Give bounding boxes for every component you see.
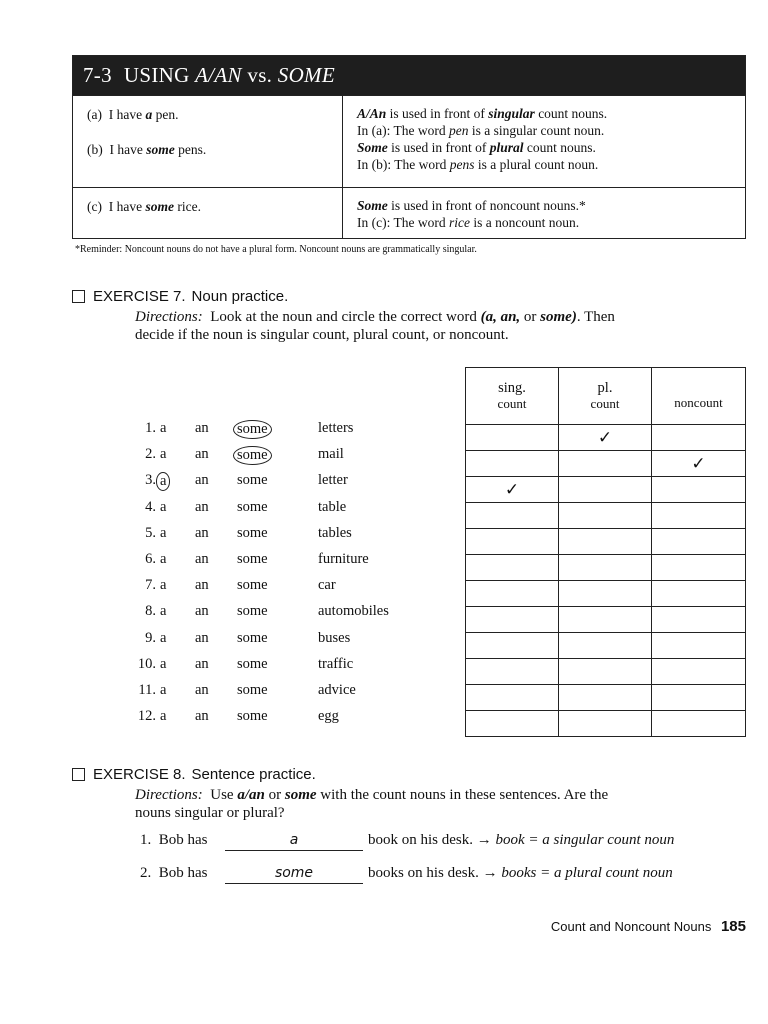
explanation-line: In (b): The word pens is a plural count noun. xyxy=(357,157,599,172)
cell-plural-count[interactable] xyxy=(559,477,652,503)
noun-word: mail xyxy=(318,446,344,463)
title-some: SOME xyxy=(277,63,335,87)
noun-item: 2. a an some mail xyxy=(0,446,460,472)
cell-plural-count[interactable]: ✓ xyxy=(559,425,652,451)
cell-plural-count[interactable] xyxy=(559,451,652,477)
cell-plural-count[interactable] xyxy=(559,607,652,633)
choice-an[interactable]: an xyxy=(195,603,209,620)
cell-singular-count[interactable] xyxy=(466,607,559,633)
cell-singular-count[interactable] xyxy=(466,555,559,581)
table-row xyxy=(466,425,746,451)
item-number: 6. xyxy=(145,551,156,567)
cell-singular-count[interactable] xyxy=(466,581,559,607)
grammar-box-header xyxy=(73,56,745,95)
item-number: 12. xyxy=(137,708,156,725)
page-footer xyxy=(551,918,746,935)
cell-plural-count[interactable] xyxy=(559,659,652,685)
noun-word: car xyxy=(318,577,336,594)
item-number: 2. xyxy=(145,446,156,463)
item-number: 5. xyxy=(145,524,156,541)
explanation-line: A/An is used in front of singular count nouns. xyxy=(357,106,608,121)
noun-item: 5. a an some tables xyxy=(0,525,460,551)
exercise-checkbox[interactable] xyxy=(72,290,85,303)
table-row xyxy=(466,555,746,581)
table-row xyxy=(466,607,746,633)
explanation-line: Some is used in front of plural count nouns. xyxy=(357,140,596,155)
choice-an[interactable]: an xyxy=(195,708,209,725)
grammar-box xyxy=(72,55,746,239)
exercise-label: EXERCISE 8. xyxy=(93,766,186,783)
item-number: 11. xyxy=(138,682,156,698)
exercise-title: Noun practice. xyxy=(191,288,289,305)
table-row xyxy=(466,581,746,607)
header-singular-count: sing. count xyxy=(466,368,559,425)
arrow-icon: → xyxy=(476,832,492,848)
sentence-end: books on his desk. → books = a plural count noun xyxy=(368,865,673,881)
explanation-cell xyxy=(343,188,745,238)
noun-word: egg xyxy=(318,708,339,725)
item-number: 1. xyxy=(145,420,156,436)
cell-noncount[interactable]: ✓ xyxy=(652,451,746,477)
cell-noncount[interactable] xyxy=(652,633,746,659)
title-vs: vs. xyxy=(247,63,273,87)
noun-word: automobiles xyxy=(318,603,389,620)
cell-noncount[interactable] xyxy=(652,581,746,607)
noun-item: 11. a an some advice xyxy=(0,682,460,708)
choice-an[interactable]: an xyxy=(195,629,209,646)
noun-word: furniture xyxy=(318,551,369,567)
exercise-title: Sentence practice. xyxy=(191,766,316,783)
example-c: (c) I have some rice. xyxy=(87,199,201,214)
item-number: 7. xyxy=(145,577,156,594)
item-number: 10. xyxy=(137,655,156,672)
cell-noncount[interactable] xyxy=(652,711,746,737)
cell-noncount[interactable] xyxy=(652,503,746,529)
choice-an[interactable]: an xyxy=(195,420,209,436)
title-prefix: USING xyxy=(123,63,190,87)
item-number: 3. xyxy=(145,472,156,489)
cell-noncount[interactable] xyxy=(652,555,746,581)
cell-singular-count[interactable] xyxy=(466,503,559,529)
exercise-8-directions: Directions: Use a/an or some with the count nouns in these sentences. Are the nouns singular or plural? xyxy=(135,787,609,821)
item-number: 8. xyxy=(145,603,156,620)
exercise-7-directions: Directions: Look at the noun and circle the correct word (a, an, or some). Then decide if the noun is singular count, plural count, or noncount. xyxy=(135,309,615,343)
cell-singular-count[interactable] xyxy=(466,529,559,555)
choice-an[interactable]: an xyxy=(195,682,209,698)
grammar-row-2 xyxy=(73,187,745,238)
noun-word: tables xyxy=(318,524,352,541)
noun-item: 12. a an some egg xyxy=(0,708,460,734)
cell-noncount[interactable] xyxy=(652,659,746,685)
cell-noncount[interactable] xyxy=(652,477,746,503)
cell-singular-count[interactable] xyxy=(466,425,559,451)
grammar-row-1 xyxy=(73,95,745,187)
cell-noncount[interactable] xyxy=(652,607,746,633)
cell-singular-count[interactable]: ✓ xyxy=(466,477,559,503)
cell-singular-count[interactable] xyxy=(466,451,559,477)
table-row xyxy=(466,529,746,555)
noun-item: 8. a an some automobiles xyxy=(0,603,460,629)
table-row xyxy=(466,711,746,737)
examples-cell xyxy=(73,96,343,187)
cell-plural-count[interactable] xyxy=(559,555,652,581)
choice-an[interactable]: an xyxy=(195,498,209,515)
noun-item: 4. a an some table xyxy=(0,499,460,525)
table-row xyxy=(466,659,746,685)
table-row xyxy=(466,451,746,477)
choice-an[interactable]: an xyxy=(195,577,209,594)
cell-plural-count[interactable] xyxy=(559,633,652,659)
noun-item: 9. a an some buses xyxy=(0,630,460,656)
noun-word: buses xyxy=(318,629,351,646)
sentence-start: 1. Bob has xyxy=(140,832,208,848)
choice-an[interactable]: an xyxy=(195,524,209,541)
cell-plural-count[interactable] xyxy=(559,529,652,555)
noun-word: table xyxy=(318,498,347,515)
noun-word: letter xyxy=(318,472,348,489)
explanation-line: Some is used in front of noncount nouns.* xyxy=(357,198,586,213)
answer-blank[interactable]: a xyxy=(225,832,363,851)
classification-table xyxy=(465,367,746,737)
examples-cell xyxy=(73,188,343,238)
section-number: 7-3 xyxy=(83,63,112,87)
table-row xyxy=(466,477,746,503)
noun-item: 6. a an some furniture xyxy=(0,551,460,577)
cell-plural-count[interactable] xyxy=(559,503,652,529)
sentence-end: book on his desk. → book = a singular count noun xyxy=(368,832,675,848)
page-number: 185 xyxy=(720,918,746,935)
explanation-line: In (c): The word rice is a noncount noun. xyxy=(357,215,580,230)
noun-item: 7. a an some car xyxy=(0,577,460,603)
cell-noncount[interactable] xyxy=(652,529,746,555)
table-row xyxy=(466,503,746,529)
noun-item: 10. a an some traffic xyxy=(0,656,460,682)
exercise-label: EXERCISE 7. xyxy=(93,288,186,305)
cell-plural-count[interactable] xyxy=(559,685,652,711)
arrow-icon: → xyxy=(482,865,498,881)
cell-singular-count[interactable] xyxy=(466,685,559,711)
cell-singular-count[interactable] xyxy=(466,659,559,685)
cell-singular-count[interactable] xyxy=(466,711,559,737)
explanation-cell xyxy=(343,96,745,187)
example-a: (a) I have a pen. xyxy=(87,107,179,122)
explanation-line: In (a): The word pen is a singular count noun. xyxy=(357,123,605,138)
table-row xyxy=(466,685,746,711)
cell-plural-count[interactable] xyxy=(559,711,652,737)
cell-noncount[interactable] xyxy=(652,685,746,711)
choice-an[interactable]: an xyxy=(195,446,209,463)
exercise-8-heading xyxy=(72,766,316,783)
sentence-start: 2. Bob has xyxy=(140,865,208,881)
header-noncount: noncount xyxy=(652,368,746,425)
noun-item: 1. a an some letters xyxy=(0,420,460,446)
cell-noncount[interactable] xyxy=(652,425,746,451)
item-number: 9. xyxy=(145,629,156,646)
chapter-title: Count and Noncount Nouns xyxy=(550,919,712,934)
cell-plural-count[interactable] xyxy=(559,581,652,607)
choice-an[interactable]: an xyxy=(195,472,209,489)
noun-word: letters xyxy=(318,420,354,436)
choice-an[interactable]: an xyxy=(195,551,209,567)
cell-singular-count[interactable] xyxy=(466,633,559,659)
header-plural-count: pl. count xyxy=(559,368,652,425)
example-b: (b) I have some pens. xyxy=(87,142,207,157)
choice-an[interactable]: an xyxy=(195,655,209,672)
exercise-checkbox[interactable] xyxy=(72,768,85,781)
answer-blank[interactable]: some xyxy=(225,865,363,884)
title-a-an: A/AN xyxy=(195,63,242,87)
table-row xyxy=(466,633,746,659)
item-number: 4. xyxy=(145,498,156,515)
noun-word: advice xyxy=(318,682,356,698)
reminder-note: *Reminder: Noncount nouns do not have a plural form. Noncount nouns are grammatically singular. xyxy=(75,244,477,255)
noun-item: 3. a an some letter xyxy=(0,472,460,498)
noun-word: traffic xyxy=(318,655,354,672)
exercise-7-heading xyxy=(72,288,288,305)
